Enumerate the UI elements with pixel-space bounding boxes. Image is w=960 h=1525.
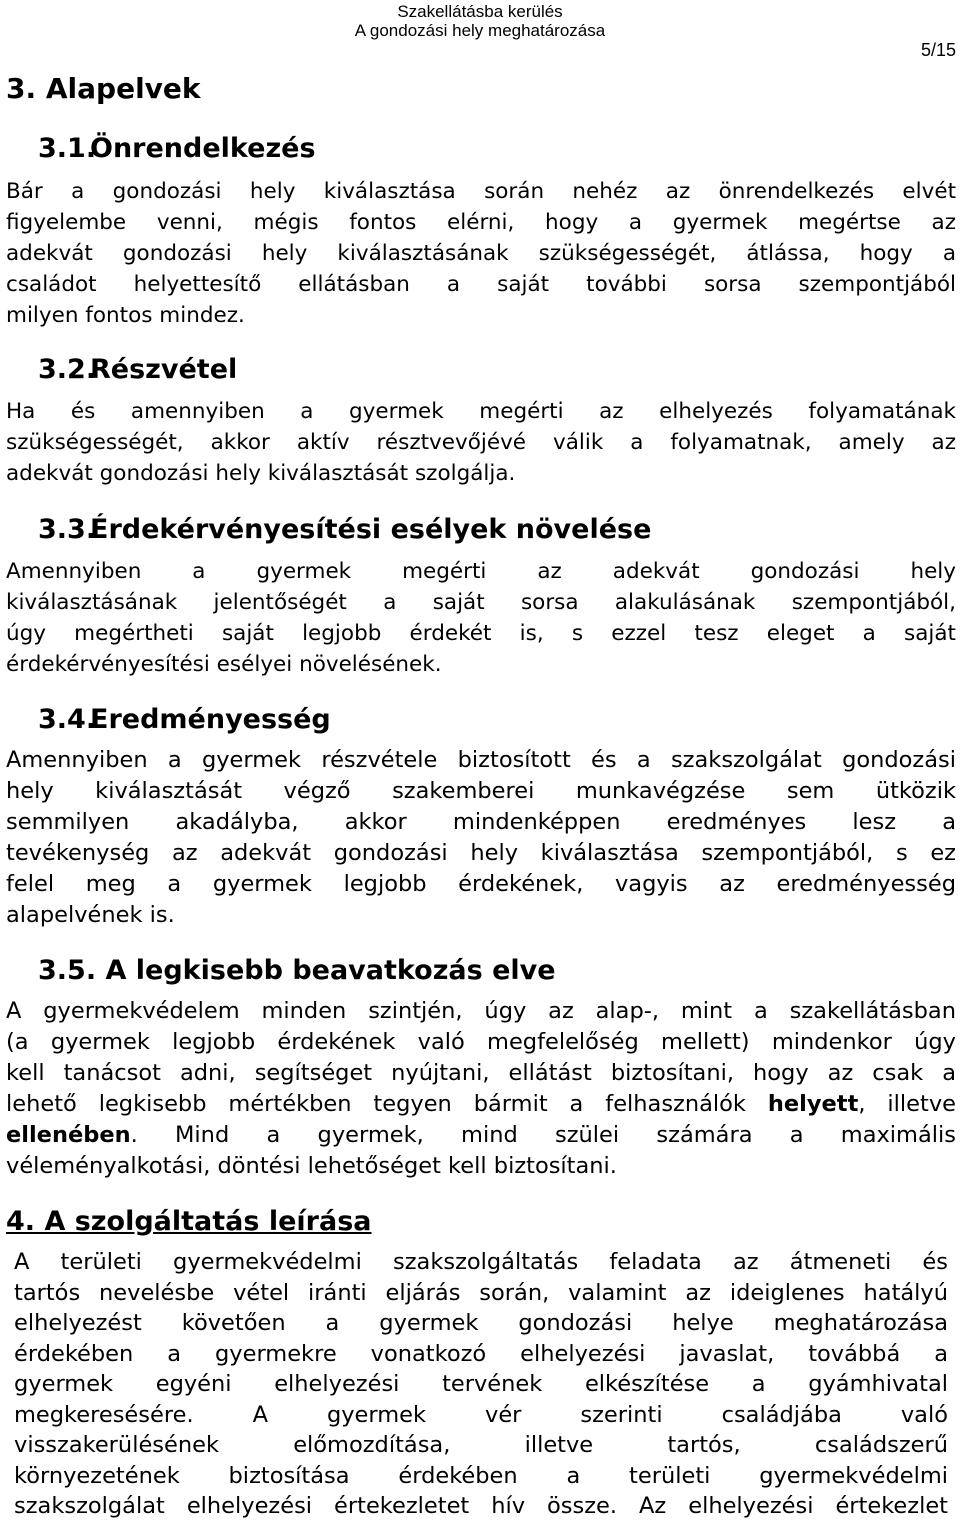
text-line: Amennyiben a gyermek megérti az adekvát gondozási hely [6,559,956,584]
text-line: elhelyezést követően a gyermek gondozási helye meghatározása [14,1310,948,1336]
subsection-heading-3-5: 3.5. A legkisebb beavatkozás elve [38,955,556,986]
text-line: úgy megértheti saját legjobb érdekét is, s ezzel tesz eleget a saját [6,621,956,646]
text-line: tevékenység az adekvát gondozási hely kiválasztása szempontjából, s ez [6,840,956,866]
text-line [6,1089,956,1120]
text-line: adekvát gondozási hely kiválasztásának szükségességét, átlássa, hogy a [6,241,956,266]
text-line: kell tanácsot adni, segítséget nyújtani, ellátást biztosítani, hogy az csak a [6,1060,956,1086]
subsection-title: Részvétel [90,354,238,385]
text-run: lehető legkisebb mértékben tegyen bármit a felhasználók [6,1091,768,1117]
header-line-1: Szakellátásba kerülés [397,2,563,21]
text-line: alapelvének is. [6,902,175,928]
text-line: szakszolgálat elhelyezési értekezletet hív össze. Az elhelyezési értekezlet [14,1493,948,1519]
subsection-heading-3-3 [38,514,651,545]
subsection-title: Eredményesség [90,704,331,735]
subsection-title: Érdekérvényesítési esélyek növelése [90,514,652,545]
text-line: hely kiválasztását végző szakemberei munkavégzése sem ütközik [6,778,956,804]
paragraph-4 [14,1247,948,1522]
text-line: felel meg a gyermek legjobb érdekének, vagyis az eredményesség [6,871,956,897]
text-line: adekvát gondozási hely kiválasztását szolgálja. [6,461,516,486]
subsection-number: 3.1. [38,133,97,164]
text-line: gyermek egyéni elhelyezési tervének elkészítése a gyámhivatal [14,1371,948,1397]
text-line: Ha és amennyiben a gyermek megérti az elhelyezés folyamatának [6,399,956,424]
subsection-number: 3.2. [38,354,97,385]
text-run: , illetve [858,1091,956,1117]
paragraph-3-4 [6,745,956,931]
subsection-heading-3-1 [38,133,316,164]
subsection-number: 3.3. [38,514,97,545]
subsection-heading-3-4 [38,704,331,735]
running-header [0,2,960,40]
text-line: visszakerülésének előmozdítása, illetve tartós, családszerű [14,1432,948,1458]
text-line: Bár a gondozási hely kiválasztása során nehéz az önrendelkezés elvét [6,179,956,204]
subsection-number: 3.4. [38,704,97,735]
text-line: A területi gyermekvédelmi szakszolgáltatás feladata az átmeneti és [14,1249,948,1275]
section-heading-4: 4. A szolgáltatás leírása [6,1206,372,1237]
text-line: milyen fontos mindez. [6,303,245,328]
paragraph-3-3 [6,556,956,680]
text-line: tartós nevelésbe vétel iránti eljárás során, valamint az ideiglenes hatályú [14,1279,948,1306]
text-line: érdekében a gyermekre vonatkozó elhelyezési javaslat, továbbá a [14,1340,948,1367]
paragraph-3-5 [6,996,956,1182]
subsection-title: Önrendelkezés [90,133,316,164]
subsection-heading-3-2 [38,354,237,385]
text-line: semmilyen akadályba, akkor mindenképpen eredményes lesz a [6,809,956,835]
paragraph-3-1 [6,176,956,331]
bold-term-ellenebe: ellenében [6,1122,131,1148]
page-number: 5/15 [920,40,956,60]
text-line: megkeresésére. A gyermek vér szerinti családjába való [14,1401,948,1428]
text-run: . Mind a gyermek, mind szülei számára a maximális [130,1122,956,1148]
section-heading-3: 3. Alapelvek [6,72,201,105]
text-line: érdekérvényesítési esélyei növelésének. [6,652,442,677]
text-line: (a gyermek legjobb érdekének való megfelelőség mellett) mindenkor úgy [6,1029,956,1055]
text-line: családot helyettesítő ellátásban a saját további sorsa szempontjából [6,272,956,297]
paragraph-3-2 [6,396,956,489]
text-line [6,1120,956,1151]
text-line: figyelembe venni, mégis fontos elérni, hogy a gyermek megértse az [6,210,956,235]
text-line: Amennyiben a gyermek részvétele biztosított és a szakszolgálat gondozási [6,747,956,773]
bold-term-helyett: helyett [767,1091,859,1117]
text-line: szükségességét, akkor aktív résztvevőjévé válik a folyamatnak, amely az [6,430,956,455]
text-line: A gyermekvédelem minden szintjén, úgy az alap-, mint a szakellátásban [6,998,956,1024]
header-line-2: A gondozási hely meghatározása [354,21,606,40]
text-line: kiválasztásának jelentőségét a saját sorsa alakulásának szempontjából, [6,590,956,615]
text-line: környezetének biztosítása érdekében a területi gyermekvédelmi [14,1462,948,1489]
text-line: véleményalkotási, döntési lehetőséget kell biztosítani. [6,1153,617,1179]
